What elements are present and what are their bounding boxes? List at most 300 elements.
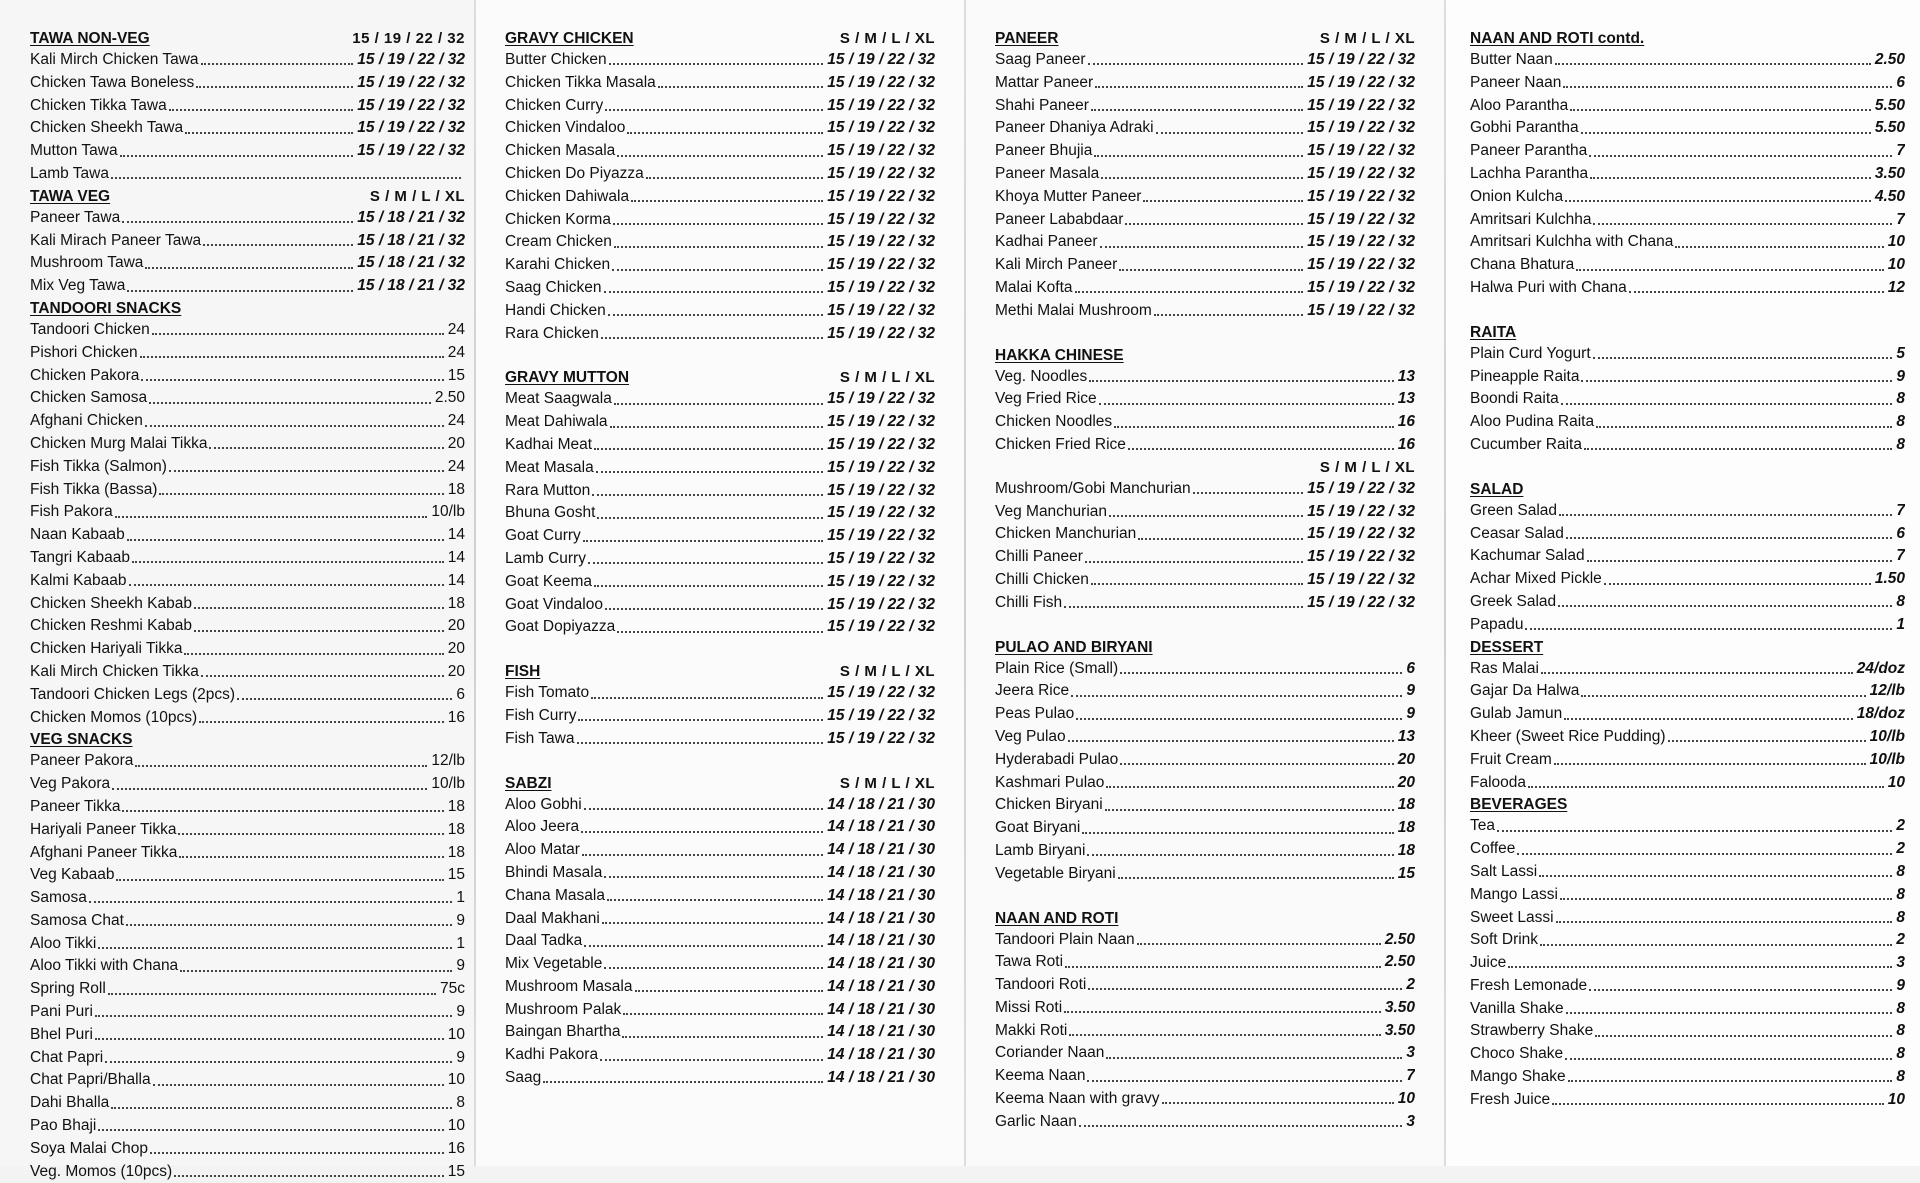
size-labels: S / M / L / XL <box>839 663 935 681</box>
item-name: Kali Mirch Paneer <box>995 256 1118 274</box>
item-name: Lamb Biryani <box>995 841 1086 859</box>
item-name: Fish Tomato <box>505 684 590 702</box>
item-name: Kali Mirch Chicken Tikka <box>30 662 199 680</box>
dot-leader <box>179 856 443 858</box>
dot-leader <box>582 854 823 856</box>
menu-item <box>505 277 935 300</box>
menu-item <box>30 524 465 547</box>
dot-leader <box>174 1175 444 1177</box>
dot-leader <box>1089 380 1394 382</box>
menu-item <box>505 1067 935 1090</box>
menu-section <box>1470 322 1905 457</box>
dot-leader <box>1162 1102 1394 1104</box>
item-price: 14 <box>447 526 465 544</box>
dot-leader <box>1065 966 1381 968</box>
menu-item <box>1470 117 1905 140</box>
item-name: Mushroom Tawa <box>30 254 144 272</box>
dot-leader <box>584 945 823 947</box>
dot-leader <box>1593 357 1893 359</box>
item-name: Veg. Momos (10pcs) <box>30 1162 173 1180</box>
dot-leader <box>122 810 443 812</box>
menu-item <box>995 231 1415 254</box>
dot-leader <box>1068 740 1394 742</box>
item-name: Ceasar Salad <box>1470 524 1564 542</box>
dot-leader <box>1143 200 1303 202</box>
menu-item <box>30 252 465 275</box>
item-name: Daal Makhani <box>505 909 600 927</box>
menu-item <box>30 117 465 140</box>
menu-item <box>1470 680 1905 703</box>
item-price: 15 / 19 / 22 / 32 <box>1307 119 1415 137</box>
item-name: Paneer Masala <box>995 164 1100 182</box>
dot-leader <box>635 990 824 992</box>
dot-leader <box>608 314 823 316</box>
dot-leader <box>1109 515 1303 517</box>
item-name: Paneer Dhaniya Adraki <box>995 119 1154 137</box>
menu-item <box>30 433 465 456</box>
section-header <box>995 908 1415 929</box>
item-name: Choco Shake <box>1470 1045 1564 1063</box>
item-price: 16 <box>1397 413 1415 431</box>
menu-item <box>30 819 465 842</box>
dot-leader <box>607 899 823 901</box>
item-name: Samosa Chat <box>30 911 124 929</box>
dot-leader <box>1629 291 1884 293</box>
dot-leader <box>1565 1058 1892 1060</box>
item-name: Tawa Roti <box>995 953 1064 971</box>
menu-item <box>1470 366 1905 389</box>
item-price: 15 / 18 / 21 / 32 <box>357 208 465 226</box>
dot-leader <box>1088 988 1402 990</box>
dot-leader <box>180 970 452 972</box>
item-name: Spring Roll <box>30 980 106 998</box>
section-header <box>1470 322 1905 343</box>
dot-leader <box>1069 1034 1380 1036</box>
dot-leader <box>1552 1103 1884 1105</box>
item-name: Keema Naan with gravy <box>995 1090 1160 1108</box>
menu-item <box>30 796 465 819</box>
dot-leader <box>1596 426 1892 428</box>
item-price: 15 / 19 / 22 / 32 <box>827 324 935 342</box>
menu-item <box>505 999 935 1022</box>
menu-item <box>1470 952 1905 975</box>
item-price: 10 <box>447 1025 465 1043</box>
dot-leader <box>1587 560 1893 562</box>
item-price: 15 / 19 / 22 / 32 <box>827 187 935 205</box>
dot-leader <box>1095 86 1303 88</box>
menu-item <box>995 1111 1415 1134</box>
section-spacer <box>505 345 935 367</box>
item-name: Veg Pulao <box>995 727 1066 745</box>
menu-item <box>1470 614 1905 637</box>
item-price: 15 / 19 / 22 / 32 <box>1307 51 1415 68</box>
item-name: Dahi Bhalla <box>30 1094 110 1112</box>
dot-leader <box>604 967 823 969</box>
dot-leader <box>614 403 823 405</box>
item-price: 15 / 19 / 22 / 32 <box>1307 301 1415 319</box>
item-price: 14 / 18 / 21 / 30 <box>827 841 935 859</box>
item-price: 18 <box>1397 819 1415 837</box>
dot-leader <box>617 155 823 157</box>
dot-leader <box>159 493 443 495</box>
menu-item <box>505 930 935 953</box>
item-price: 15 / 19 / 22 / 32 <box>1307 479 1415 497</box>
menu-item <box>505 908 935 931</box>
item-name: Veg Kabaab <box>30 866 115 884</box>
menu-item <box>30 684 465 707</box>
item-name: Aloo Parantha <box>1470 96 1569 114</box>
menu-item <box>30 456 465 479</box>
item-name: Amritsari Kulchha with Chana <box>1470 233 1674 251</box>
item-name: Tandoori Plain Naan <box>995 930 1135 948</box>
dot-leader <box>98 947 452 949</box>
menu-section <box>30 28 465 186</box>
dot-leader <box>1595 1035 1892 1037</box>
item-name: Kalmi Kabaab <box>30 571 127 589</box>
dot-leader <box>129 584 444 586</box>
menu-item <box>1470 1020 1905 1043</box>
item-price: 8 <box>1896 435 1905 453</box>
item-name: Kali Mirach Paneer Tawa <box>30 231 202 249</box>
fold-line <box>1444 0 1446 1166</box>
menu-item <box>1470 703 1905 726</box>
item-price: 15 / 19 / 22 / 32 <box>827 51 935 68</box>
menu-column-4 <box>1445 0 1920 1166</box>
dot-leader <box>1668 740 1866 742</box>
item-name: Saag Paneer <box>995 51 1086 68</box>
menu-item <box>505 480 935 503</box>
item-price: 15 / 19 / 22 / 32 <box>827 572 935 590</box>
item-price: 8 <box>1896 999 1905 1017</box>
dot-leader <box>596 471 824 473</box>
dot-leader <box>1566 537 1892 539</box>
menu-item <box>505 49 935 72</box>
menu-item <box>1470 500 1905 523</box>
dot-leader <box>1497 830 1892 832</box>
dot-leader <box>1554 763 1866 765</box>
menu-item <box>30 319 465 342</box>
menu-item <box>995 703 1415 726</box>
item-name: Boondi Raita <box>1470 390 1559 408</box>
dot-leader <box>1137 943 1381 945</box>
section-spacer <box>995 886 1415 908</box>
item-name: Missi Roti <box>995 998 1063 1016</box>
dot-leader <box>1566 1012 1893 1014</box>
item-price: 15 / 19 / 22 / 32 <box>827 233 935 251</box>
item-price: 15 / 19 / 22 / 32 <box>827 706 935 724</box>
section-title: GRAVY CHICKEN <box>505 30 634 47</box>
item-name: Chat Papri/Bhalla <box>30 1071 151 1089</box>
section-spacer <box>505 639 935 661</box>
dot-leader <box>203 244 353 246</box>
dot-leader <box>152 333 444 335</box>
item-name: Kachumar Salad <box>1470 547 1585 565</box>
menu-item <box>30 707 465 730</box>
section-title: FISH <box>505 663 541 681</box>
item-price: 15 / 19 / 22 / 32 <box>827 549 935 567</box>
item-price: 15 / 19 / 22 / 32 <box>1307 570 1415 588</box>
item-name: Plain Rice (Small) <box>995 659 1119 677</box>
item-name: Mushroom Masala <box>505 977 633 995</box>
item-name: Fresh Juice <box>1470 1090 1551 1108</box>
item-name: Aloo Jeera <box>505 818 580 836</box>
item-price: 9 <box>1896 976 1905 994</box>
menu-item <box>995 501 1415 524</box>
item-price: 14 / 18 / 21 / 30 <box>827 1069 935 1087</box>
menu-item <box>995 277 1415 300</box>
dot-leader <box>89 901 453 903</box>
dot-leader <box>111 1107 452 1109</box>
dot-leader <box>1589 155 1892 157</box>
item-price: 20 <box>447 434 465 452</box>
item-name: Pineapple Raita <box>1470 367 1580 385</box>
dot-leader <box>169 109 354 111</box>
item-price: 15 / 19 / 22 / 32 <box>1307 256 1415 274</box>
menu-item <box>30 615 465 638</box>
item-name: Veg. Noodles <box>995 367 1088 385</box>
size-labels: S / M / L / XL <box>1319 458 1415 476</box>
menu-item <box>30 95 465 118</box>
item-name: Goat Curry <box>505 527 581 545</box>
dot-leader <box>609 63 824 65</box>
menu-item <box>505 117 935 140</box>
item-price: 18 <box>447 594 465 612</box>
item-price: 10/lb <box>431 503 465 521</box>
item-name: Chicken Fried Rice <box>995 435 1126 453</box>
item-name: Chicken Noodles <box>995 413 1113 431</box>
section-title: VEG SNACKS <box>30 731 133 749</box>
item-name: Chicken Momos (10pcs) <box>30 708 198 726</box>
item-price: 8 <box>456 1094 465 1112</box>
item-name: Plain Curd Yogurt <box>1470 344 1591 362</box>
dot-leader <box>578 719 823 721</box>
item-name: Chicken Sheekh Kabab <box>30 594 193 612</box>
dot-leader <box>1118 877 1394 879</box>
item-price: 14 / 18 / 21 / 30 <box>827 1046 935 1064</box>
dot-leader <box>1508 966 1892 968</box>
item-name: Meat Dahiwala <box>505 413 608 431</box>
item-name: Paneer Lababdaar <box>995 210 1124 228</box>
item-name: Baingan Bhartha <box>505 1023 621 1041</box>
dot-leader <box>612 269 823 271</box>
item-price: 7 <box>1896 501 1905 519</box>
item-name: Amritsari Kulchha <box>1470 210 1592 228</box>
dot-leader <box>1125 223 1303 225</box>
section-title: GRAVY MUTTON <box>505 369 630 387</box>
item-name: Mango Lassi <box>1470 885 1558 903</box>
item-price: 10 <box>1887 1090 1905 1108</box>
dot-leader <box>1568 1080 1893 1082</box>
dot-leader <box>145 267 353 269</box>
menu-item <box>1470 231 1905 254</box>
item-name: Chicken Biryani <box>995 796 1103 814</box>
size-labels: S / M / L / XL <box>1319 30 1415 47</box>
menu-item <box>30 773 465 796</box>
item-price: 13 <box>1397 390 1415 408</box>
item-price: 15 / 19 / 22 / 32 <box>357 96 465 114</box>
item-price: 2 <box>1896 840 1905 858</box>
menu-item <box>30 661 465 684</box>
item-price: 15 / 19 / 22 / 32 <box>827 729 935 747</box>
item-name: Chana Bhatura <box>1470 256 1575 274</box>
menu-item <box>505 254 935 277</box>
item-price: 16 <box>447 1139 465 1157</box>
item-price: 7 <box>1896 547 1905 565</box>
item-price: 8 <box>1896 390 1905 408</box>
item-name: Saag <box>505 1069 542 1087</box>
section-title: SALAD <box>1470 480 1524 498</box>
item-name: Vegetable Biryani <box>995 864 1116 882</box>
item-price: 8 <box>1896 885 1905 903</box>
item-name: Tea <box>1470 817 1495 835</box>
dot-leader <box>613 223 823 225</box>
item-price: 10 <box>1887 256 1905 274</box>
item-price: 10 <box>1887 233 1905 251</box>
dot-leader <box>132 561 444 563</box>
item-name: Kadhai Meat <box>505 435 593 453</box>
dot-leader <box>1565 200 1871 202</box>
dot-leader <box>1539 875 1892 877</box>
dot-leader <box>1576 269 1883 271</box>
dot-leader <box>1581 380 1892 382</box>
item-price: 15 <box>447 366 465 384</box>
item-price: 15 <box>447 866 465 884</box>
item-price: 15 / 19 / 22 / 32 <box>357 142 465 160</box>
dot-leader <box>543 1081 823 1083</box>
item-name: Chicken Korma <box>505 210 611 228</box>
section-title: TANDOORI SNACKS <box>30 299 182 317</box>
menu-item <box>505 502 935 525</box>
menu-item <box>30 910 465 933</box>
item-name: Pani Puri <box>30 1003 93 1021</box>
dot-leader <box>622 1036 823 1038</box>
item-price: 20 <box>1397 750 1415 768</box>
item-name: Rara Chicken <box>505 324 599 342</box>
menu-section <box>995 345 1415 615</box>
menu-item <box>30 1069 465 1092</box>
item-price: 6 <box>1896 524 1905 542</box>
dot-leader <box>1560 898 1892 900</box>
item-name: Onion Kulcha <box>1470 187 1564 205</box>
dot-leader <box>1563 86 1892 88</box>
item-name: Papadu <box>1470 615 1524 633</box>
menu-item <box>995 117 1415 140</box>
menu-item <box>1470 726 1905 749</box>
item-name: Chicken Tikka Tawa <box>30 96 167 114</box>
item-name: Paneer Parantha <box>1470 142 1588 160</box>
item-price: 7 <box>1896 142 1905 160</box>
item-name: Chicken Tikka Masala <box>505 73 656 91</box>
section-header <box>30 298 465 319</box>
item-name: Meat Masala <box>505 458 594 476</box>
menu-item <box>30 49 465 72</box>
menu-item <box>995 749 1415 772</box>
item-price: 14 / 18 / 21 / 30 <box>827 1000 935 1018</box>
dot-leader <box>196 86 353 88</box>
item-name: Kali Mirch Chicken Tawa <box>30 51 199 68</box>
menu-item <box>30 501 465 524</box>
item-price: 18 <box>1397 796 1415 814</box>
menu-section <box>995 637 1415 886</box>
section-title: TAWA VEG <box>30 187 111 205</box>
item-price: 15 / 19 / 22 / 32 <box>1307 548 1415 566</box>
menu-item <box>995 840 1415 863</box>
item-price: 14 / 18 / 21 / 30 <box>827 818 935 836</box>
item-price: 15 / 19 / 22 / 32 <box>827 142 935 160</box>
section-header <box>30 28 465 49</box>
dot-leader <box>126 924 452 926</box>
menu-item <box>995 523 1415 546</box>
item-price: 15 / 19 / 22 / 32 <box>1307 593 1415 611</box>
item-price: 15 / 19 / 22 / 32 <box>827 458 935 476</box>
item-name: Paneer Tawa <box>30 208 121 226</box>
dot-leader <box>194 630 444 632</box>
item-name: Butter Chicken <box>505 51 607 68</box>
dot-leader <box>597 517 823 519</box>
menu-item <box>1470 658 1905 681</box>
item-name: Lachha Parantha <box>1470 164 1589 182</box>
menu-column-1 <box>0 0 475 1180</box>
menu-item <box>995 680 1415 703</box>
item-price: 16 <box>1397 435 1415 453</box>
item-name: Kheer (Sweet Rice Pudding) <box>1470 727 1666 745</box>
item-name: Goat Keema <box>505 572 593 590</box>
item-price: 6 <box>1406 659 1415 677</box>
item-price: 14 / 18 / 21 / 30 <box>827 886 935 904</box>
menu-section <box>505 367 935 639</box>
item-name: Fish Tawa <box>505 729 575 747</box>
item-name: Chilli Chicken <box>995 570 1089 588</box>
menu-item <box>995 254 1415 277</box>
item-name: Fish Tikka (Salmon) <box>30 457 167 475</box>
section-header <box>1470 794 1905 815</box>
item-name: Chicken Do Piyazza <box>505 164 644 182</box>
dot-leader <box>1559 514 1892 516</box>
item-name: Gobhi Parantha <box>1470 119 1579 137</box>
dot-leader <box>115 516 428 518</box>
item-price: 6 <box>456 685 465 703</box>
item-name: Greek Salad <box>1470 592 1557 610</box>
item-name: Shahi Paneer <box>995 96 1089 114</box>
item-price: 9 <box>456 1003 465 1021</box>
item-name: Mango Shake <box>1470 1068 1566 1086</box>
item-name: Cucumber Raita <box>1470 435 1582 453</box>
menu-item <box>505 705 935 728</box>
dot-leader <box>1540 944 1892 946</box>
item-price: 15 / 19 / 22 / 32 <box>827 595 935 613</box>
item-price: 15 / 19 / 22 / 32 <box>827 256 935 274</box>
item-name: Saag Chicken <box>505 278 602 296</box>
dot-leader <box>1154 314 1303 316</box>
item-price: 8 <box>1896 862 1905 880</box>
menu-item <box>505 411 935 434</box>
dot-leader <box>145 425 444 427</box>
item-price: 10 <box>447 1071 465 1089</box>
dot-leader <box>584 808 824 810</box>
menu-item <box>30 887 465 910</box>
menu-item <box>995 478 1415 501</box>
menu-item <box>1470 72 1905 95</box>
item-price: 15 / 19 / 22 / 32 <box>1307 73 1415 91</box>
item-price: 2.50 <box>434 389 465 407</box>
menu-item <box>1470 1066 1905 1089</box>
menu-item <box>1470 277 1905 300</box>
menu-section <box>30 298 465 729</box>
item-price: 15 / 19 / 22 / 32 <box>1307 278 1415 296</box>
menu-item <box>1470 591 1905 614</box>
item-price: 14 / 18 / 21 / 30 <box>827 909 935 927</box>
section-header <box>505 773 935 794</box>
